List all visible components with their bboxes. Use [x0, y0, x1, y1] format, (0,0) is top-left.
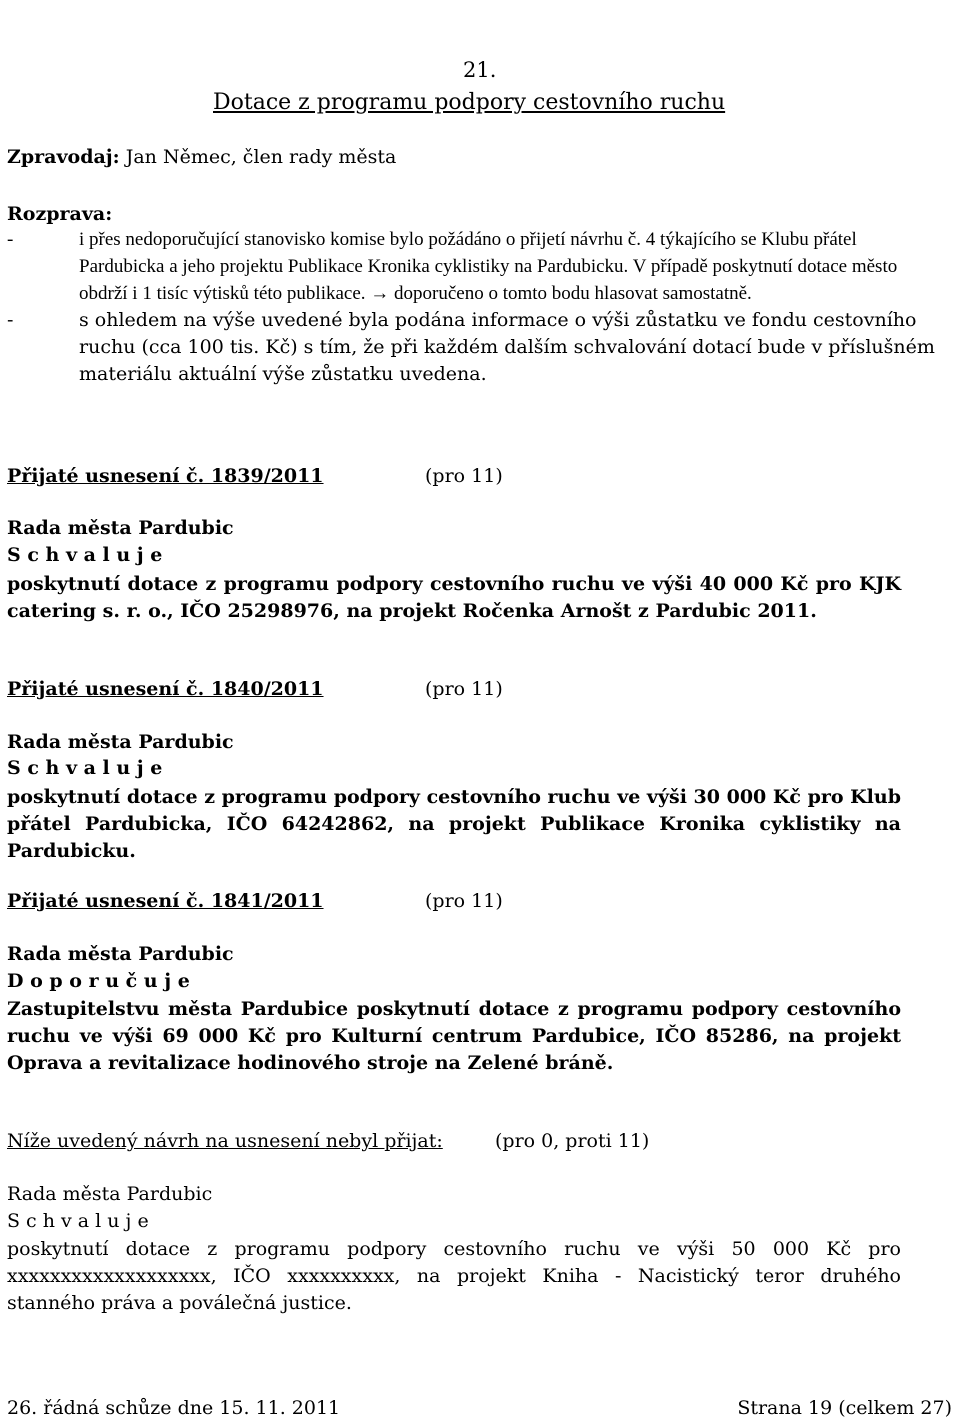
resolution-heading	[7, 465, 324, 487]
reporter-label: Zpravodaj:	[7, 146, 120, 168]
discussion-item	[7, 226, 937, 307]
resolution-code: Přijaté usnesení č. 1840/2011	[7, 678, 324, 700]
resolution-body: Rada města Pardubic	[7, 943, 234, 965]
discussion-label: Rozprava:	[7, 203, 113, 225]
rejected-verb: S c h v a l u j e	[7, 1210, 149, 1232]
resolution-verb: S c h v a l u j e	[7, 544, 163, 566]
rejected-text: poskytnutí dotace z programu podpory cestovního ruchu ve výši 50 000 Kč pro xxxxxxxxxxxxxxxxxxx, IČO xxxxxxxxxx, na projekt Kniha - Nacistický teror druhého stanného práva a poválečná justice.	[7, 1238, 901, 1314]
resolution-body: Rada města Pardubic	[7, 731, 234, 753]
rejected-heading: Níže uvedený návrh na usnesení nebyl přijat:	[7, 1130, 443, 1152]
resolution-body: Rada města Pardubic	[7, 517, 234, 539]
list-dash: -	[7, 229, 14, 250]
resolution-vote: (pro 11)	[425, 465, 503, 487]
resolution-verb: S c h v a l u j e	[7, 757, 163, 779]
resolution-heading	[7, 678, 324, 700]
resolution-text: Zastupitelstvu města Pardubice poskytnutí dotace z programu podpory cestovního ruchu ve výši 69 000 Kč pro Kulturní centrum Pardubice, IČO 85286, na projekt Oprava a revitalizace hodinového stroje na Zelené bráně.	[7, 998, 901, 1074]
section-number: 21.	[463, 58, 497, 82]
resolution-vote: (pro 11)	[425, 678, 503, 700]
section-title: Dotace z programu podpory cestovního ruchu	[213, 90, 726, 115]
discussion-list	[7, 226, 937, 388]
rejected-vote: (pro 0, proti 11)	[495, 1130, 650, 1152]
resolution-text: poskytnutí dotace z programu podpory cestovního ruchu ve výši 40 000 Kč pro KJK catering s. r. o., IČO 25298976, na projekt Ročenka Arnošt z Pardubic 2011.	[7, 573, 901, 622]
reporter-value: Jan Němec, člen rady města	[125, 146, 397, 168]
list-dash: -	[7, 309, 14, 331]
discussion-item	[7, 307, 937, 388]
resolution-text: poskytnutí dotace z programu podpory cestovního ruchu ve výši 30 000 Kč pro Klub přátel Pardubicka, IČO 64242862, na projekt Publikace Kronika cyklistiky na Pardubicku.	[7, 786, 901, 862]
discussion-item-text: s ohledem na výše uvedené byla podána informace o výši zůstatku ve fondu cestovního ruchu (cca 100 tis. Kč) s tím, že při každém dalším schvalování dotací bude v příslušném materiálu aktuální výše zůstatku uvedena.	[79, 309, 935, 385]
discussion-item-text: i přes nedoporučující stanovisko komise bylo požádáno o přijetí návrhu č. 4 týkajícího se Klubu přátel Pardubicka a jeho projektu Publikace Kronika cyklistiky na Pardubicku. V případě poskytnutí dotace město obdrží i 1 tisíc výtisků této publikace. → doporučeno o tomto bodu hlasovat samostatně.	[79, 229, 898, 304]
resolution-code: Přijaté usnesení č. 1839/2011	[7, 465, 324, 487]
resolution-verb: D o p o r u č u j e	[7, 970, 190, 992]
reporter-line	[7, 146, 396, 168]
rejected-body: Rada města Pardubic	[7, 1183, 213, 1205]
resolution-code: Přijaté usnesení č. 1841/2011	[7, 890, 324, 912]
footer-page-number: Strana 19 (celkem 27)	[737, 1397, 952, 1419]
footer-meeting: 26. řádná schůze dne 15. 11. 2011	[7, 1397, 341, 1419]
resolution-vote: (pro 11)	[425, 890, 503, 912]
resolution-heading	[7, 890, 324, 912]
